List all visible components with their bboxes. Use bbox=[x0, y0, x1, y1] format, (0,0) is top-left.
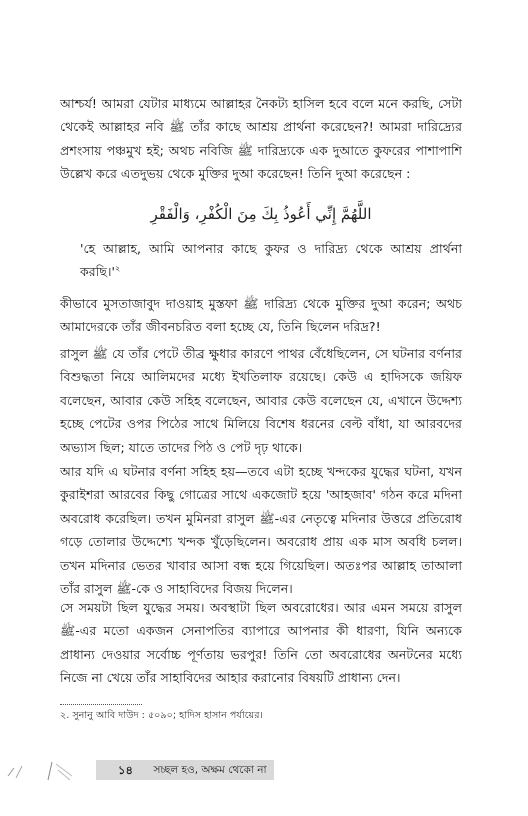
paragraph-5: সে সময়টা ছিল যুদ্ধের সময়। অবস্থাটা ছিল অবরোধের। আর এমন সময়ে রাসুল ﷺ-এর মতো একজন সেনাপতির ব্যাপারে আপনার কী ধারণা, যিনি অন্যকে প্রাধান্য দেওয়ার সর্বোচ্চ পূর্ণতায় ভরপুর! তিনি তো অবরোধের অনটনের মধ্যে নিজে না খেয়ে তাঁর সাহাবিদের আহার করানোর বিষয়টি প্রাধান্য দেন। bbox=[60, 600, 462, 686]
dua-translation-quote bbox=[80, 238, 462, 283]
footnote: ২. সুনানু আবি দাউদ : ৫০৯০; হাদিস হাসান পর্যায়ের। bbox=[60, 710, 263, 721]
page-corner-ornament bbox=[0, 756, 96, 784]
paragraph-2: কীভাবে মুসতাজাবুদ দাওয়াহ মুস্তফা ﷺ দারিদ্র্য থেকে মুক্তির দুআ করেন; অথচ আমাদেরকে তাঁর জীবনচরিত বলা হচ্ছে যে, তিনি ছিলেন দরিদ্র?! bbox=[60, 296, 462, 335]
arabic-dua: اللَّهُمَّ إِنِّي أَعُوذُ بِكَ مِنَ الْكُفْرِ، وَالْفَقْرِ bbox=[150, 205, 372, 223]
paragraph-1: আশ্চর্য! আমরা যেটার মাধ্যমে আল্লাহর নৈকট্য হাসিল হবে বলে মনে করছি, সেটা থেকেই আল্লাহর নবি ﷺ তাঁর কাছে আশ্রয় প্রার্থনা করেছেন?! আমরা দারিদ্র্যের প্রশংসায় পঞ্চমুখ হই; অথচ নবিজি ﷺ দারিদ্র্যকে এক দুআতে কুফরের পাশাপাশি উল্লেখ করে এতদুভয় থেকে মুক্তির দুআ করেছেন! তিনি দুআ করেছেন : bbox=[60, 96, 463, 182]
quote-text: 'হে আল্লাহ, আমি আপনার কাছে কুফর ও দারিদ্র্য থেকে আশ্রয় প্রার্থনা করছি।' bbox=[80, 241, 462, 279]
running-book-title: সচ্ছল হও, অক্ষম থেকো না bbox=[153, 764, 267, 776]
footnote-divider bbox=[60, 704, 142, 705]
paragraph-4: আর যদি এ ঘটনার বর্ণনা সহিহ হয়—তবে এটা হচ্ছে খন্দকের যুদ্ধের ঘটনা, যখন কুরাইশরা আরবের কিছু গোত্রের সাথে একজোট হয়ে 'আহজাব' গঠন করে মদিনা অবরোধ করেছিল। তখন মুমিনরা রাসুল ﷺ-এর নেতৃত্বে মদিনার উত্তরে প্রতিরোধ গড়ে তোলার উদ্দেশ্যে খন্দক খুঁড়েছিলেন। অবরোধ প্রায় এক মাস অবধি চলল। তখন মদিনার ভেতর খাবার আসা বন্ধ হয়ে গিয়েছিল। অতঃপর আল্লাহ তাআলা তাঁর রাসুল ﷺ-কে ও সাহাবিদের বিজয় দিলেন। bbox=[60, 464, 462, 597]
paragraph-3: রাসুল ﷺ যে তাঁর পেটে তীব্র ক্ষুধার কারণে পাথর বেঁধেছিলেন, সে ঘটনার বর্ণনার বিশুদ্ধতা নিয়ে আলিমদের মধ্যে ইখতিলাফ রয়েছে। কেউ এ হাদিসকে জয়িফ বলেছেন, আবার কেউ সহিহ বলেছেন, আবার কেউ বলেছেন যে, এখানে উদ্দেশ্য হচ্ছে পেটের ওপর পিঠের সাথে মিলিয়ে বিশেষ ধরনের বেল্ট বাঁধা, যা আরবদের অভ্যাস ছিল; যাতে তাদের পিঠ ও পেট দৃঢ় থাকে। bbox=[60, 346, 462, 455]
footnote-ref: ২ bbox=[114, 263, 121, 273]
page-number: ১৪ bbox=[118, 763, 133, 777]
